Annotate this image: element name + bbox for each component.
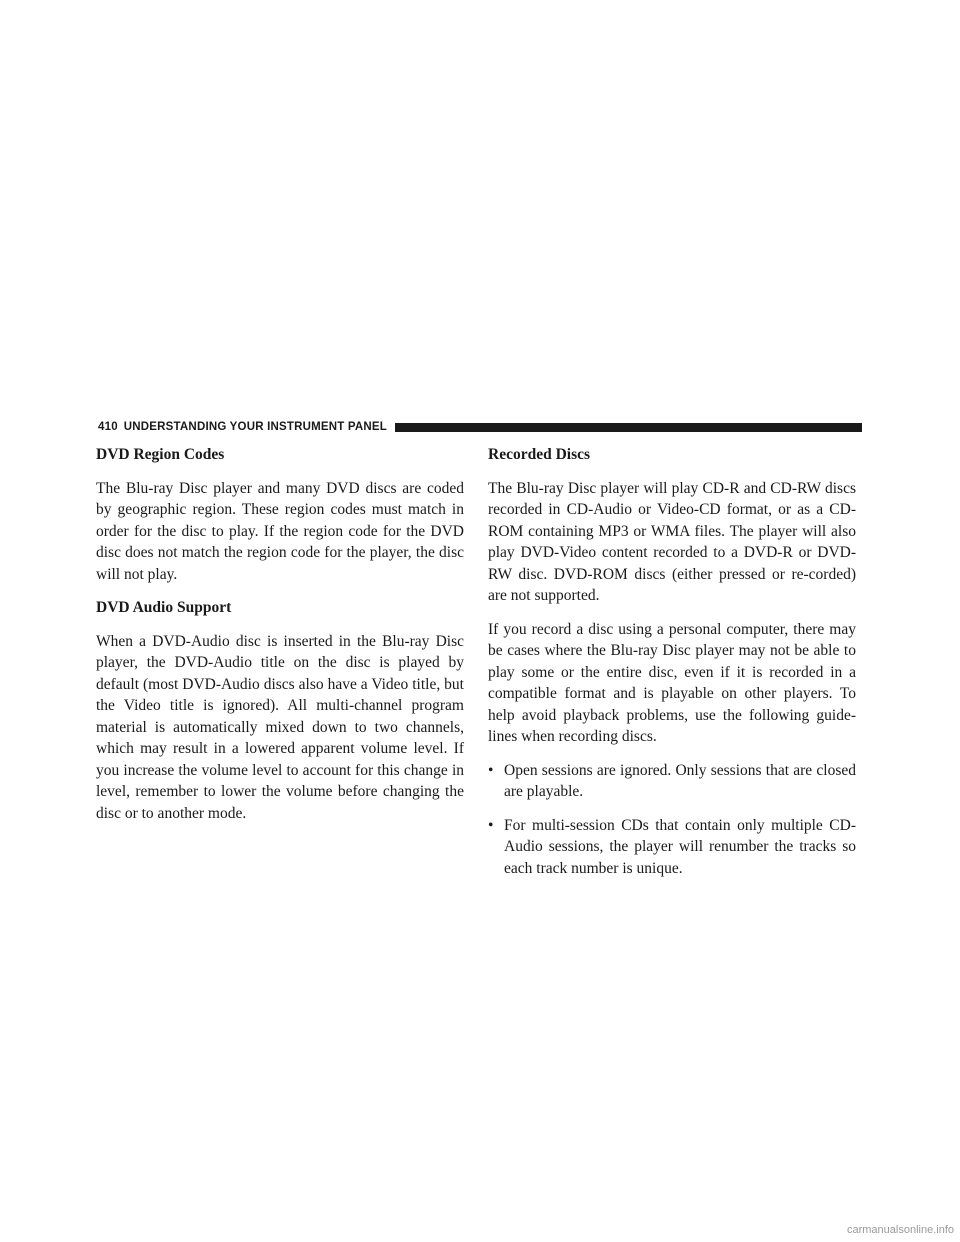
paragraph-recorded-formats: The Blu-ray Disc player will play CD-R and CD-RW discs recorded in CD-Audio or Video-CD format, or as a CD-ROM containing MP3 or WMA files. The player will also play DVD-Video content recorded to a DVD-R or DVD-RW disc. DVD-ROM discs (either pressed or re-corded) are not supported. bbox=[488, 479, 856, 604]
bullet-icon: • bbox=[488, 761, 494, 779]
right-column bbox=[488, 444, 856, 891]
section-title: UNDERSTANDING YOUR INSTRUMENT PANEL bbox=[123, 421, 387, 433]
list-item bbox=[488, 815, 856, 880]
heading-dvd-audio-support: DVD Audio Support bbox=[96, 599, 232, 616]
heading-recorded-discs: Recorded Discs bbox=[488, 446, 591, 463]
left-column bbox=[96, 444, 464, 836]
list-item bbox=[488, 760, 856, 803]
list-item-text: For multi-session CDs that contain only multiple CD-Audio sessions, the player will renumber the tracks so each track number is unique. bbox=[504, 816, 856, 877]
paragraph-recording-guidelines: If you record a disc using a personal computer, there may be cases where the Blu-ray Disc player may not be able to play some or the entire disc, even if it is recorded in a compatible format and is playable on other players. To help avoid playback problems, use the following guide-lines when recording discs. bbox=[488, 620, 856, 745]
paragraph-audio-support: When a DVD-Audio disc is inserted in the Blu-ray Disc player, the DVD-Audio title on the disc is played by default (most DVD-Audio discs also have a Video title, but the Video title is ignored). All multi-channel program material is automatically mixed down to two channels, which may result in a lowered apparent volume level. If you increase the volume level to account for this change in level, remember to lower the volume before changing the disc or to another mode. bbox=[96, 632, 464, 822]
paragraph-region-codes: The Blu-ray Disc player and many DVD discs are coded by geographic region. These region codes must match in order for the disc to play. If the region code for the DVD disc does not match the region code for the player, the disc will not play. bbox=[96, 479, 464, 583]
heading-dvd-region-codes: DVD Region Codes bbox=[96, 446, 225, 463]
watermark: carmanualsonline.info bbox=[846, 1224, 954, 1236]
bullet-icon: • bbox=[488, 816, 494, 834]
page-header bbox=[98, 418, 862, 436]
list-item-text: Open sessions are ignored. Only sessions that are closed are playable. bbox=[504, 761, 856, 800]
page-number: 410 bbox=[98, 421, 118, 433]
header-rule bbox=[395, 423, 862, 432]
guideline-list bbox=[488, 760, 856, 880]
